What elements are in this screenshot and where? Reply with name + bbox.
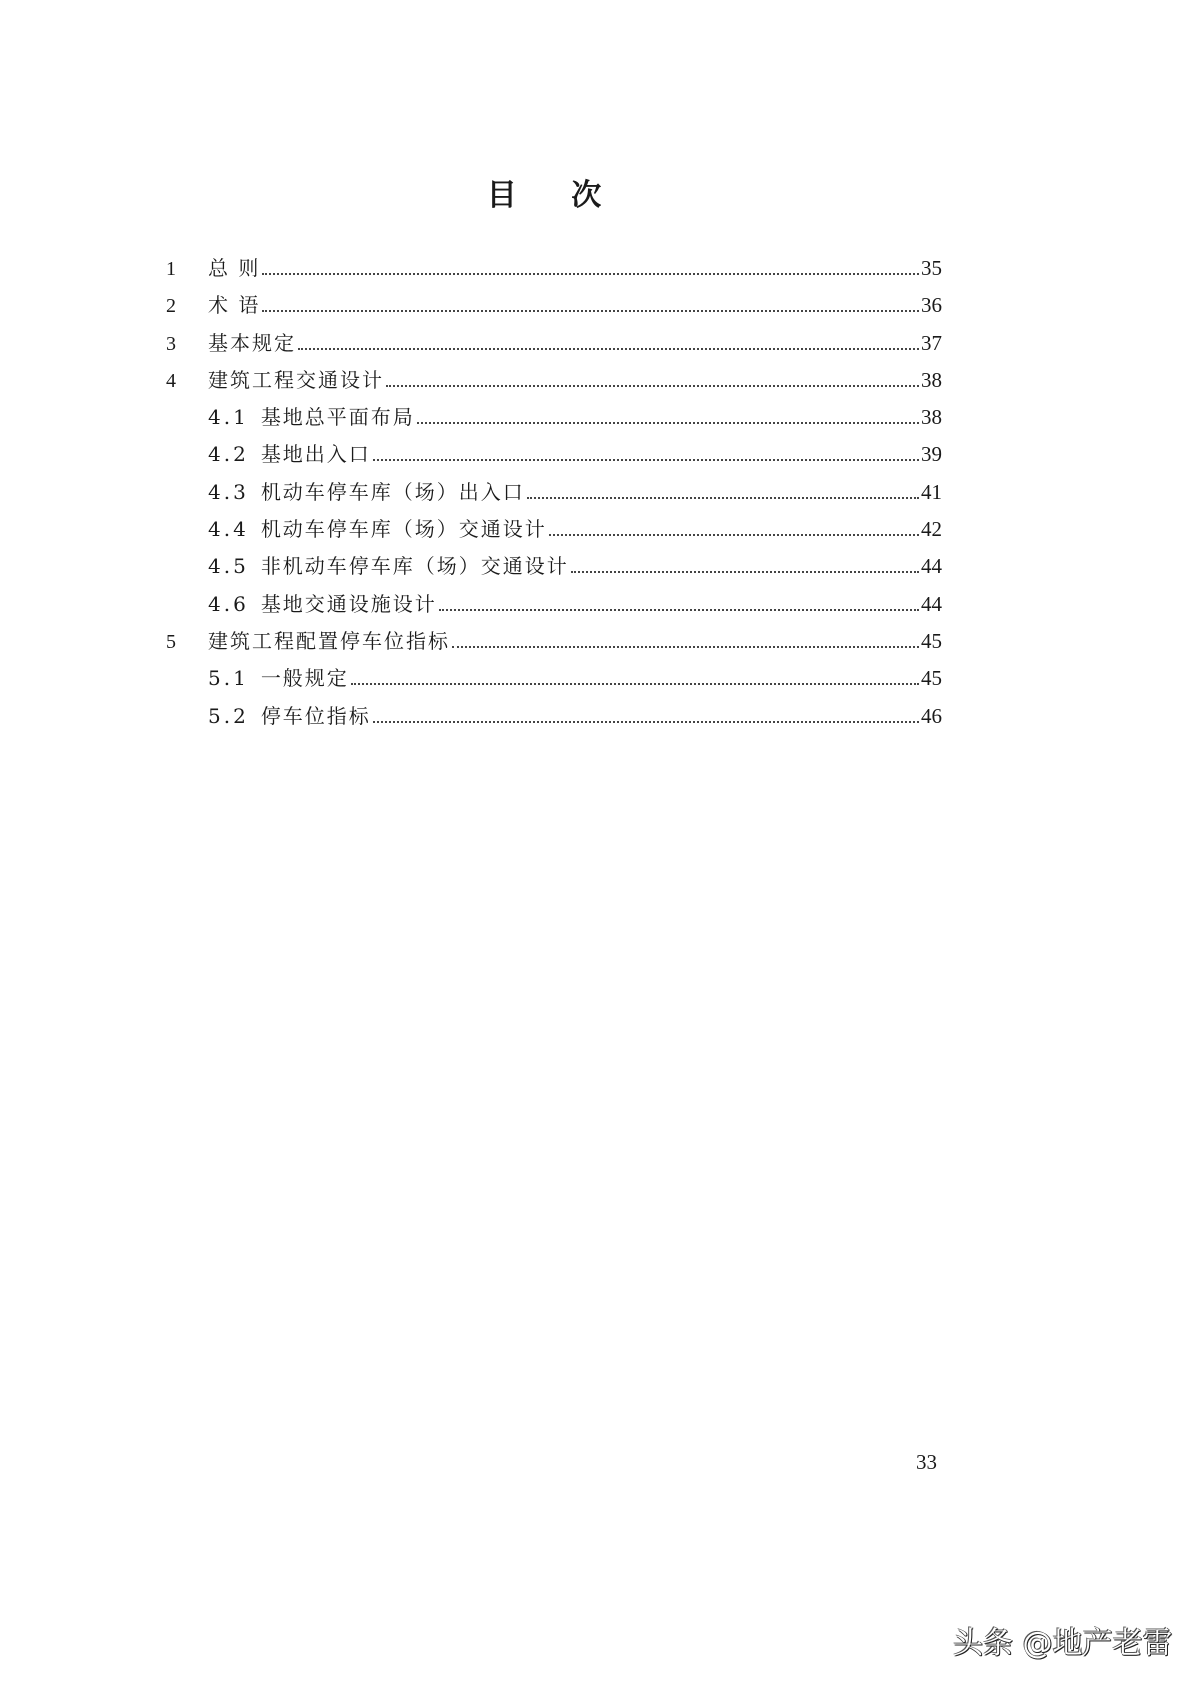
dot-leader xyxy=(571,571,919,573)
dot-leader xyxy=(262,273,919,275)
dot-leader xyxy=(373,459,919,461)
toc-entry-page: 38 xyxy=(921,405,942,430)
toc-entry-page: 35 xyxy=(921,256,942,280)
toc-entry-number: 3 xyxy=(166,332,176,355)
toc-entry-number: 5.2 xyxy=(208,703,249,728)
toc-entry-number: 4.5 xyxy=(208,554,249,579)
toc-entry[interactable] xyxy=(166,625,942,662)
toc-entry-label: 机动车停车库（场）出入口 xyxy=(260,479,525,504)
toc-entry-label: 非机动车停车库（场）交通设计 xyxy=(260,554,569,579)
toc-entry[interactable] xyxy=(166,476,942,513)
dot-leader xyxy=(351,683,919,685)
dot-leader xyxy=(262,310,919,312)
toc-entry[interactable] xyxy=(166,588,942,625)
toc-entry-label: 基地交通设施设计 xyxy=(260,591,437,616)
toc-entry-number: 4.2 xyxy=(208,442,249,467)
toc-entry-page: 46 xyxy=(921,703,942,728)
toc-entry-page: 38 xyxy=(921,367,942,392)
toc-entry-label: 基地出入口 xyxy=(260,442,371,467)
toc-entry-page: 45 xyxy=(921,666,942,691)
toc-entry-page: 44 xyxy=(921,554,942,579)
toc-entry[interactable] xyxy=(166,513,942,550)
toc-entry-number: 2 xyxy=(166,295,176,318)
toc-entry[interactable] xyxy=(166,550,942,587)
toc-entry-number: 1 xyxy=(166,258,176,280)
toc-entry-page: 36 xyxy=(921,293,942,318)
dot-leader xyxy=(417,422,919,424)
toc-entry[interactable] xyxy=(166,289,942,326)
toc-entry[interactable] xyxy=(166,700,942,737)
toc-entry-number: 4.3 xyxy=(208,479,249,504)
toc-entry[interactable] xyxy=(166,401,942,438)
toc-entry[interactable] xyxy=(166,662,942,699)
toc-entry-number: 5 xyxy=(166,630,176,653)
toc-entry[interactable] xyxy=(166,327,942,364)
dot-leader xyxy=(298,348,919,350)
dot-leader xyxy=(452,646,919,648)
toc-entry-label: 基地总平面布局 xyxy=(260,405,415,430)
toc-entry-page: 41 xyxy=(921,479,942,504)
dot-leader xyxy=(439,609,919,611)
toc-entry-number: 4.1 xyxy=(208,405,249,430)
toc-entry-page: 42 xyxy=(921,517,942,542)
dot-leader xyxy=(373,721,919,723)
toc-entry-label: 术 语 xyxy=(208,293,261,318)
page-number: 33 xyxy=(916,1450,937,1474)
toc-entry-label: 机动车停车库（场）交通设计 xyxy=(260,517,547,542)
toc-entry-number: 4 xyxy=(166,369,176,392)
toc-entry-label: 停车位指标 xyxy=(260,703,371,728)
toc-entry-label: 基本规定 xyxy=(208,330,296,355)
toc-entry-page: 37 xyxy=(921,330,942,355)
dot-leader xyxy=(386,385,919,387)
toc-entry-number: 4.6 xyxy=(208,591,249,616)
table-of-contents xyxy=(166,252,942,737)
toc-entry[interactable] xyxy=(166,438,942,475)
toc-entry[interactable] xyxy=(166,252,942,289)
dot-leader xyxy=(527,497,919,499)
toc-entry-label: 建筑工程配置停车位指标 xyxy=(208,628,450,653)
toc-entry-number: 4.4 xyxy=(208,517,249,542)
toc-entry[interactable] xyxy=(166,364,942,401)
toc-entry-label: 总 则 xyxy=(208,256,261,280)
toc-entry-page: 39 xyxy=(921,442,942,467)
watermark: 头条 @地产老雷 xyxy=(953,1626,1173,1661)
toc-entry-page: 44 xyxy=(921,591,942,616)
page-title: 目 次 xyxy=(486,178,624,213)
dot-leader xyxy=(549,534,919,536)
toc-entry-page: 45 xyxy=(921,628,942,653)
toc-entry-label: 一般规定 xyxy=(260,666,349,691)
toc-entry-number: 5.1 xyxy=(208,666,249,691)
toc-entry-label: 建筑工程交通设计 xyxy=(208,367,384,392)
